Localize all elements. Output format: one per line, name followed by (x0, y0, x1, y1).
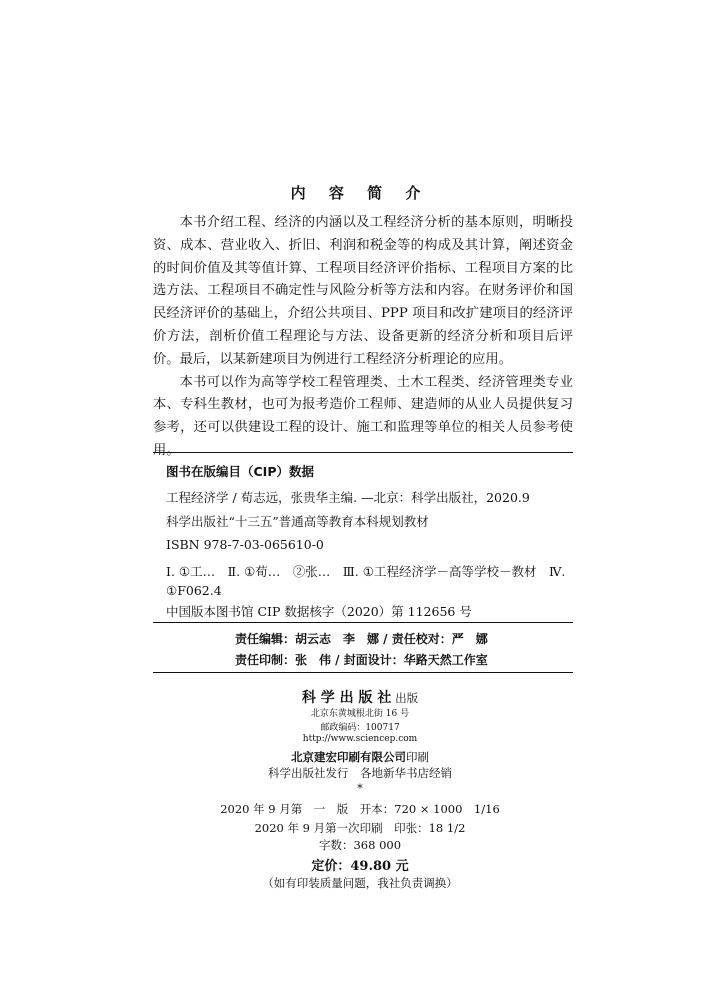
credits-bottom-rule (153, 672, 573, 673)
print-credits: 责任印制：张 伟 / 封面设计：华路天然工作室 (235, 653, 488, 667)
summary-title: 内 容 简 介 (290, 184, 430, 202)
printer-name: 北京建宏印刷有限公司 (291, 750, 406, 764)
cip-top-rule (153, 452, 573, 453)
editor-credits: 责任编辑：胡云志 李 娜 / 责任校对：严 娜 (235, 632, 488, 646)
cip-classification: Ⅰ. ①工… Ⅱ. ①荀… ②张… Ⅲ. ①工程经济学－高等学校－教材 Ⅳ. ①F062.4 (166, 564, 566, 598)
price-line: 定价：49.80 元 (311, 859, 409, 874)
quality-notice: （如有印装质量问题，我社负责调换） (262, 876, 458, 890)
publisher-postcode: 邮政编码：100717 (320, 723, 400, 733)
wordcount-line: 字数：368 000 (318, 838, 402, 852)
publisher-name: 科 学 出 版 社 (301, 690, 392, 706)
edition-line: 2020 年 9 月第 一 版 开本：720 × 1000 1/16 (220, 802, 500, 816)
cip-title-line: 工程经济学 / 荀志远，张贵华主编. —北京：科学出版社，2020.9 (166, 490, 530, 505)
summary-paragraph: 本书介绍工程、经济的内涵以及工程经济分析的基本原则，明晰投资、成本、营业收入、折旧、利润和税金等的构成及其计算，阐述资金的时间价值及其等值计算、工程项目经济评价指标、工程项目方案的比选方法、工程项目不确定性与风险分析等方法和内容。在财务评价和国民经济评价的基础上，介绍公共项目、PPP 项目和改扩建项目的经济评价方法，剖析价值工程理论与方法、设备更新的经济分析和项目后评价。最后，以某新建项目为例进行工程经济分析理论的应用。 (153, 215, 573, 367)
printer-suffix: 印刷 (406, 750, 429, 764)
printing-line: 2020 年 9 月第一次印刷 印张：18 1/2 (254, 821, 466, 835)
cip-series-line: 科学出版社“十三五”普通高等教育本科规划教材 (166, 514, 429, 529)
cip-heading: 图书在版编目（CIP）数据 (166, 464, 314, 479)
separator-star: * (357, 781, 363, 795)
publisher-website: http://www.sciencep.com (302, 734, 418, 744)
distribution-line: 科学出版社发行 各地新华书店经销 (268, 766, 452, 780)
cip-bottom-rule (153, 622, 573, 623)
cip-isbn: ISBN 978-7-03-065610-0 (166, 537, 324, 552)
publisher-line (0, 687, 720, 707)
summary-body (153, 212, 573, 463)
publisher-address: 北京东黄城根北街 16 号 (310, 709, 410, 719)
publisher-suffix: 出版 (391, 691, 419, 705)
cip-verification: 中国版本图书馆 CIP 数据核字（2020）第 112656 号 (166, 604, 472, 619)
printer-line (0, 746, 720, 765)
summary-paragraph: 本书可以作为高等学校工程管理类、土木工程类、经济管理类专业本、专科生教材，也可为报考造价工程师、建造师的从业人员提供复习参考，还可以供建设工程的设计、施工和监理等单位的相关人员参考使用。 (153, 374, 573, 458)
